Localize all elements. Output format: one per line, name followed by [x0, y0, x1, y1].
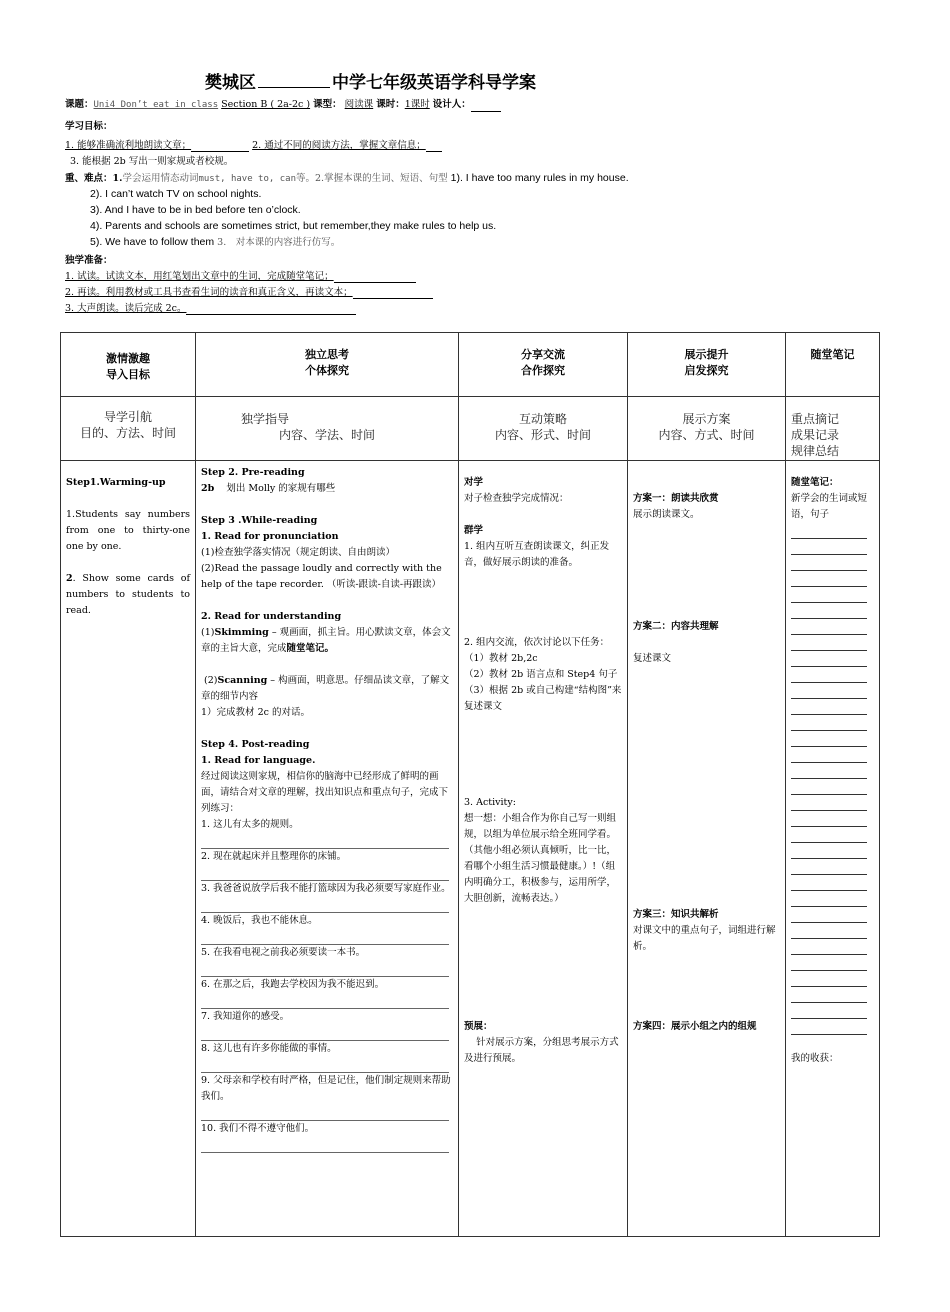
body-col-cooperative: [459, 461, 628, 1237]
meta-line: [65, 98, 501, 112]
hours-label: 课时：: [376, 99, 405, 110]
note-line[interactable]: [791, 587, 867, 603]
title-district: 樊城区: [205, 73, 256, 93]
exercise-6: 6. 在那之后，我跑去学校因为我不能迟到。: [201, 979, 385, 990]
prep-2-blank: [353, 287, 433, 299]
key-sentence-1: 1). I have too many rules in my house.: [450, 172, 629, 184]
subheader-col-1: 导学引航 目的、方法、时间: [61, 397, 196, 461]
note-line[interactable]: [791, 1003, 867, 1019]
subheader-col-2: 独学指导 内容、学法、时间: [196, 397, 459, 461]
lesson-table: [60, 332, 880, 1237]
activity-text: 想一想：小组合作为你自己写一则组规，以组为单位展示给全班同学看。（其他小组必须认真倾听，比一比，看哪个小组生活习惯最健康。）!（组内明确分工，积极参与，运用所学，大胆创新，流畅表达。）: [464, 813, 617, 904]
step2-heading: Step 2. Pre-reading: [201, 467, 305, 478]
body-col-independent: [196, 461, 459, 1237]
goal-1-blank: [191, 140, 249, 152]
note-line[interactable]: [791, 555, 867, 571]
note-line[interactable]: [791, 843, 867, 859]
note-line[interactable]: [791, 667, 867, 683]
subheader-col-4: 展示方案 内容、方式、时间: [628, 397, 786, 461]
skimming-task: (1)Skimming – 观画面，抓主旨。用心默读文章，体会文章的主旨大意，完成随堂笔记。: [201, 627, 451, 654]
plan-1-heading: 方案一：朗读共欣赏: [633, 493, 719, 504]
subheader-col-5: 重点摘记 成果记录 规律总结: [786, 397, 880, 461]
note-line[interactable]: [791, 651, 867, 667]
exercise-3-answer[interactable]: [201, 897, 449, 913]
group-study-text: 1. 组内互听互查朗读课文，纠正发音，做好展示朗读的准备。: [464, 541, 610, 568]
note-line[interactable]: [791, 715, 867, 731]
key-sentence-4: 4). Parents and schools are sometimes strict, but remember,they make rules to help us.: [90, 220, 497, 232]
note-line[interactable]: [791, 699, 867, 715]
note-line[interactable]: [791, 939, 867, 955]
group-discussion-3: （3）根据 2b 或自己构建“结构图”来复述课文: [464, 685, 622, 712]
key-sentence-2: 2). I can’t watch TV on school nights.: [90, 188, 262, 200]
keypoint-1-text: 学会运用情态动词: [122, 173, 199, 184]
goal-1: 1. 能够准确流利地朗读文章；: [65, 140, 192, 151]
note-line[interactable]: [791, 683, 867, 699]
note-line[interactable]: [791, 811, 867, 827]
header-col-1: 激情激趣 导入目标: [61, 333, 196, 397]
keypoint-1-tail: 等。2.掌握本课的生词、短语、句型: [296, 173, 448, 184]
exercise-1: 1. 这儿有太多的规则。: [201, 819, 299, 830]
exercise-10-answer[interactable]: [201, 1137, 449, 1153]
note-line[interactable]: [791, 731, 867, 747]
body-col-notes: [786, 461, 880, 1237]
step3-heading: Step 3 .While-reading: [201, 515, 318, 526]
step1-heading: Step1.Warming-up: [66, 477, 166, 488]
section-value: Section B ( 2a-2c ): [221, 99, 311, 110]
note-line[interactable]: [791, 795, 867, 811]
group-discussion-1: （1）教材 2b,2c: [464, 653, 538, 664]
plan-3-text: 对课文中的重点句子，词组进行解析。: [633, 925, 776, 952]
note-line[interactable]: [791, 827, 867, 843]
note-line[interactable]: [791, 859, 867, 875]
title-subject: 中学七年级英语学科导学案: [332, 73, 536, 93]
read-language-text: 经过阅读这则家规，相信你的脑海中已经形成了鲜明的画面，请结合对文章的理解，找出知识点和重点句子，完成下列练习：: [201, 771, 449, 814]
notes-lines: [791, 523, 874, 1035]
read-pronunciation: 1. Read for pronunciation: [201, 531, 339, 542]
group-discussion: 2. 组内交流，依次讨论以下任务：: [464, 637, 610, 648]
notes-label: 随堂笔记：: [791, 477, 839, 488]
exercise-2: 2. 现在就起床并且整理你的床铺。: [201, 851, 347, 862]
read-pronunciation-2: (2)Read the passage loudly and correctly with the help of the tape recorder. （听读-跟读-自读-再跟读）: [201, 563, 442, 590]
header-col-4: 展示提升 启发探究: [628, 333, 786, 397]
goal-2-blank: [426, 140, 442, 152]
note-line[interactable]: [791, 955, 867, 971]
school-name-blank[interactable]: [258, 73, 330, 88]
note-line[interactable]: [791, 891, 867, 907]
note-line[interactable]: [791, 875, 867, 891]
read-understanding: 2. Read for understanding: [201, 611, 342, 622]
body-col-warmup: [61, 461, 196, 1237]
note-line[interactable]: [791, 539, 867, 555]
pair-study-text: 对子检查独学完成情况：: [464, 493, 569, 504]
note-line[interactable]: [791, 779, 867, 795]
goals-label: 学习目标：: [65, 121, 113, 132]
plan-4-heading: 方案四：展示小组之内的组规: [633, 1021, 757, 1032]
harvest-label: 我的收获：: [791, 1053, 839, 1064]
note-line[interactable]: [791, 619, 867, 635]
note-line[interactable]: [791, 763, 867, 779]
exercise-4: 4. 晚饭后，我也不能休息。: [201, 915, 318, 926]
exercise-9: 9. 父母亲和学校有时严格，但是记住，他们制定规则来帮助我们。: [201, 1075, 451, 1102]
exercise-7: 7. 我知道你的感受。: [201, 1011, 290, 1022]
keypoints-line: [65, 172, 629, 186]
prep-2: 2. 再读。利用教材或工具书查看生词的读音和真正含义，再读文本；: [65, 287, 353, 298]
note-line[interactable]: [791, 571, 867, 587]
exercise-3: 3. 我爸爸说放学后我不能打篮球因为我必须要写家庭作业。: [201, 883, 451, 894]
notes-prompt: 新学会的生词或短语，句子: [791, 493, 868, 520]
body-col-display: [628, 461, 786, 1237]
goal-2: 2. 通过不同的阅读方法，掌握文章信息；: [252, 140, 426, 151]
group-study-label: 群学: [464, 525, 484, 536]
pair-study-label: 对学: [464, 477, 484, 488]
key-sentence-5-line: [90, 236, 340, 249]
keypoints-label: 重、难点：: [65, 173, 113, 184]
exercise-1-answer[interactable]: [201, 833, 449, 849]
warmup-item-2: 2. Show some cards of numbers to students to read.: [66, 573, 190, 616]
keypoint-1-num: 1.: [112, 173, 123, 184]
type-value: 阅读课: [344, 99, 374, 110]
plan-1-text: 展示朗读课文。: [633, 509, 700, 520]
table-header-row: [61, 333, 880, 397]
prep-3: 3. 大声朗读。读后完成 2c。: [65, 303, 187, 314]
header-col-2: 独立思考 个体探究: [196, 333, 459, 397]
exercise-9-answer[interactable]: [201, 1105, 449, 1121]
note-line[interactable]: [791, 923, 867, 939]
plan-3-heading: 方案三：知识共解析: [633, 909, 719, 920]
exercise-2-answer[interactable]: [201, 865, 449, 881]
note-line[interactable]: [791, 907, 867, 923]
note-line[interactable]: [791, 987, 867, 1003]
key-sentence-5: 5). We have to follow them: [90, 236, 215, 248]
subheader-col-3: 互动策略 内容、形式、时间: [459, 397, 628, 461]
note-line[interactable]: [791, 747, 867, 763]
plan-2-text: 复述课文: [633, 653, 672, 664]
note-line[interactable]: [791, 635, 867, 651]
page-title: [205, 68, 536, 93]
exercise-7-answer[interactable]: [201, 1025, 449, 1041]
prep-label: 独学准备：: [65, 255, 113, 266]
header-col-5: 随堂笔记: [786, 333, 880, 397]
note-line[interactable]: [791, 971, 867, 987]
scanning-subtask: 1）完成教材 2c 的对话。: [201, 707, 310, 718]
step4-heading: Step 4. Post-reading: [201, 739, 310, 750]
warmup-item-1: 1.Students say numbers from one to thirty-one one by one.: [66, 509, 190, 552]
prep-3-blank: [186, 303, 356, 315]
prep-1-line: [65, 270, 416, 283]
scanning-task: (2)Scanning – 构画面，明意思。仔细品读文章，了解文章的细节内容: [201, 675, 450, 702]
designer-blank[interactable]: [471, 100, 501, 112]
keypoint-3: 3. 对本课的内容进行仿写。: [217, 237, 341, 248]
note-line[interactable]: [791, 523, 867, 539]
note-line[interactable]: [791, 603, 867, 619]
read-pronunciation-1: (1)检查独学落实情况（规定朗读、自由朗读）: [201, 547, 395, 558]
exercise-6-answer[interactable]: [201, 993, 449, 1009]
prep-1: 1. 试读。试读文本，用红笔划出文章中的生词，完成随堂笔记；: [65, 271, 334, 282]
prep-3-line: [65, 302, 356, 315]
exercise-10: 10. 我们不得不遵守他们。: [201, 1123, 315, 1134]
topic-value: Uni4 Don’t eat in class: [93, 100, 219, 110]
plan-2-heading: 方案二：内容共理解: [633, 621, 719, 632]
pre-reading-2b: 2b 划出 Molly 的家规有哪些: [201, 483, 336, 494]
preview-label: 预展：: [464, 1021, 493, 1032]
table-body-row: [61, 461, 880, 1237]
group-discussion-2: （2）教材 2b 语言点和 Step4 句子: [464, 669, 618, 680]
prep-2-line: [65, 286, 433, 299]
header-col-3: 分享交流 合作探究: [459, 333, 628, 397]
goals-line-1: [65, 139, 442, 152]
note-line[interactable]: [791, 1019, 867, 1035]
prep-1-blank: [334, 271, 416, 283]
key-sentence-3: 3). And I have to be in bed before ten o’clock.: [90, 204, 301, 216]
activity-heading: 3. Activity:: [464, 797, 516, 808]
table-subheader-row: [61, 397, 880, 461]
exercise-5-answer[interactable]: [201, 961, 449, 977]
designer-label: 设计人：: [432, 99, 471, 110]
exercise-8-answer[interactable]: [201, 1057, 449, 1073]
exercise-5: 5. 在我看电视之前我必须要读一本书。: [201, 947, 366, 958]
goal-3: 3. 能根据 2b 写出一则家规或者校规。: [70, 156, 234, 167]
exercise-8: 8. 这儿也有许多你能做的事情。: [201, 1043, 337, 1054]
topic-label: 课题：: [65, 99, 94, 110]
preview-text: 针对展示方案，分组思考展示方式及进行预展。: [464, 1037, 619, 1064]
type-label: 课型：: [313, 99, 342, 110]
keypoint-1-words: must, have to, can: [198, 174, 296, 184]
read-language: 1. Read for language.: [201, 755, 316, 766]
exercise-4-answer[interactable]: [201, 929, 449, 945]
hours-value: 1课时: [404, 99, 430, 110]
